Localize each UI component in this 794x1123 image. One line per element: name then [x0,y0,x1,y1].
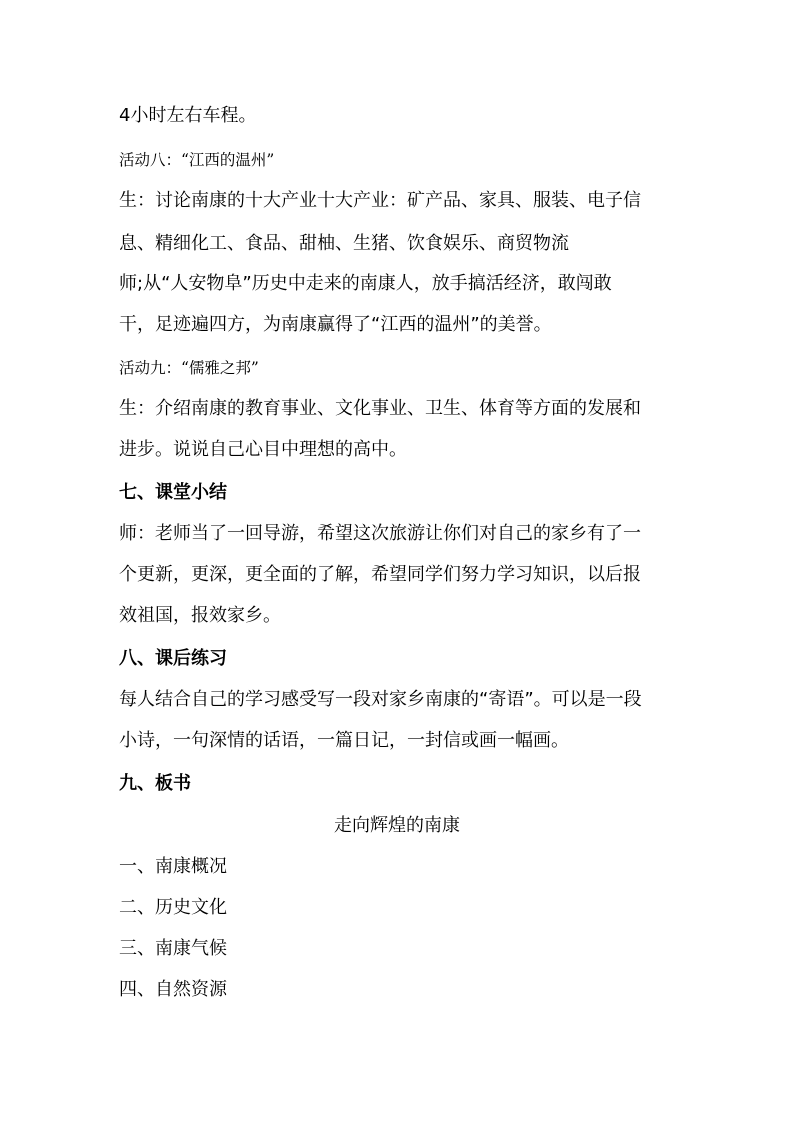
homework-line-2: 小诗，一句深情的话语，一篇日记，一封信或画一幅画。 [119,730,569,751]
homework-line-1: 每人结合自己的学习感受写一段对家乡南康的“寄语”。可以是一段 [119,689,642,710]
text-line-travel-time: 4小时左右车程。 [119,105,257,126]
board-item-3: 三、南康气候 [119,938,227,959]
activity-8-heading: 活动八：“江西的温州” [119,151,275,169]
teacher-line-2: 干，足迹遍四方，为南康赢得了“江西的温州”的美誉。 [119,314,552,335]
section-7-heading: 七、课堂小结 [119,482,227,503]
summary-line-3: 效祖国，报效家乡。 [119,605,281,626]
summary-line-1: 师：老师当了一回导游，希望这次旅游让你们对自己的家乡有了一 [119,523,641,544]
board-item-1: 一、南康概况 [119,856,227,877]
student-industries-line-1: 生：讨论南康的十大产业十大产业：矿产品、家具、服装、电子信 [119,190,641,211]
student-industries-line-2: 息、精细化工、食品、甜柚、生猪、饮食娱乐、商贸物流 [119,233,569,254]
student-education-line-1: 生：介绍南康的教育事业、文化事业、卫生、体育等方面的发展和 [119,398,641,419]
activity-9-heading: 活动九：“儒雅之邦” [119,359,259,377]
section-8-heading: 八、课后练习 [119,648,227,669]
board-item-4: 四、自然资源 [119,979,227,1000]
summary-line-2: 个更新，更深，更全面的了解，希望同学们努力学习知识，以后报 [119,564,641,585]
teacher-line-1: 师;从“人安物阜”历史中走来的南康人，放手搞活经济，敢闯敢 [119,273,612,294]
section-9-heading: 九、板书 [119,773,191,794]
student-education-line-2: 进步。说说自己心目中理想的高中。 [119,439,407,460]
board-item-2: 二、历史文化 [119,897,227,918]
board-title: 走向辉煌的南康 [334,815,460,836]
